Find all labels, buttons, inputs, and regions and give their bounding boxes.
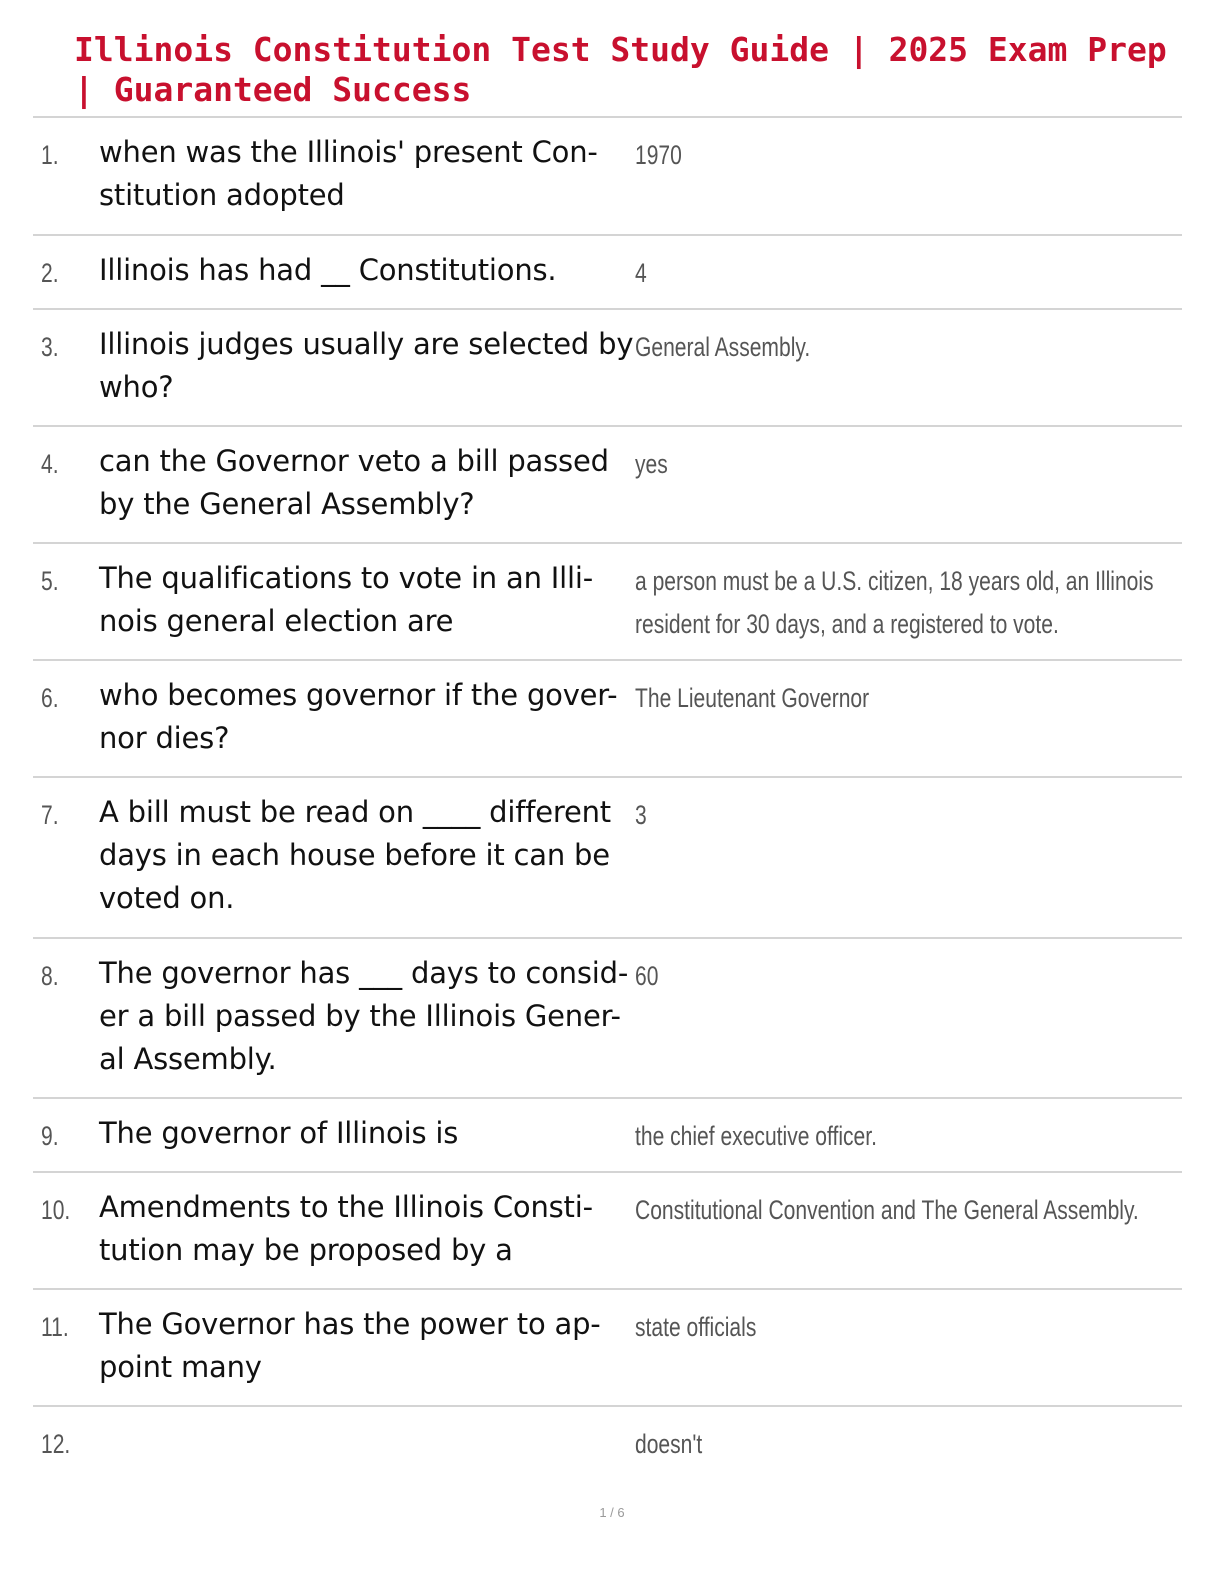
qa-row	[33, 1290, 1182, 1407]
qa-row	[33, 1407, 1182, 1473]
item-number: 4.	[41, 449, 59, 479]
question-text: A bill must be read on ____ different days in each house before it can be voted on.	[99, 795, 611, 915]
question-text: can the Governor veto a bill passed by the General Assembly?	[99, 444, 609, 521]
question-text: Amendments to the Illinois Consti-tution may be proposed by a	[99, 1190, 593, 1267]
item-number: 3.	[41, 332, 59, 362]
answer-text: 3	[635, 800, 647, 830]
qa-row	[33, 1173, 1182, 1290]
qa-row	[33, 1099, 1182, 1173]
qa-row	[33, 236, 1182, 310]
item-number: 7.	[41, 800, 59, 830]
item-number: 11.	[41, 1312, 69, 1342]
item-number: 2.	[41, 258, 59, 288]
document-title: Illinois Constitution Test Study Guide | 2025 Exam Prep | Guaranteed Success	[74, 30, 1167, 109]
question-text: when was the Illinois' present Con-stitution adopted	[99, 135, 598, 212]
item-number: 6.	[41, 683, 59, 713]
question-text: Illinois judges usually are selected by who?	[99, 327, 634, 404]
item-number: 1.	[41, 140, 59, 170]
question-text: The Governor has the power to ap-point many	[99, 1307, 601, 1384]
question-text: The governor of Illinois is	[99, 1116, 459, 1150]
answer-text: The Lieutenant Governor	[635, 683, 870, 713]
answer-text: a person must be a U.S. citizen, 18 years old, an Illinois resident for 30 days, and a registered to vote.	[635, 566, 1154, 639]
qa-row	[33, 310, 1182, 427]
question-text: The qualifications to vote in an Illi-nois general election are	[99, 561, 593, 638]
answer-text: 1970	[635, 140, 682, 170]
qa-row	[33, 939, 1182, 1099]
qa-row	[33, 544, 1182, 661]
item-number: 12.	[41, 1429, 71, 1459]
question-text: The governor has ___ days to consid-er a bill passed by the Illinois Gener-al Assembly.	[99, 956, 629, 1076]
answer-text: state officials	[635, 1312, 757, 1342]
qa-row	[33, 778, 1182, 939]
qa-row	[33, 118, 1182, 236]
item-number: 5.	[41, 566, 59, 596]
qa-row	[33, 427, 1182, 544]
qa-row	[33, 661, 1182, 778]
qa-table	[33, 116, 1182, 1473]
answer-text: 4	[635, 258, 647, 288]
answer-text: yes	[635, 449, 668, 479]
item-number: 9.	[41, 1121, 59, 1151]
question-text: Illinois has had __ Constitutions.	[99, 253, 557, 287]
answer-text: 60	[635, 961, 659, 991]
answer-text: the chief executive officer.	[635, 1121, 877, 1151]
item-number: 10.	[41, 1195, 71, 1225]
item-number: 8.	[41, 961, 59, 991]
page-indicator: 1 / 6	[599, 1505, 625, 1520]
answer-text: General Assembly.	[635, 332, 811, 362]
answer-text: doesn't	[635, 1429, 703, 1459]
question-text: who becomes governor if the gover-nor dies?	[99, 678, 618, 755]
answer-text: Constitutional Convention and The General Assembly.	[635, 1195, 1139, 1225]
